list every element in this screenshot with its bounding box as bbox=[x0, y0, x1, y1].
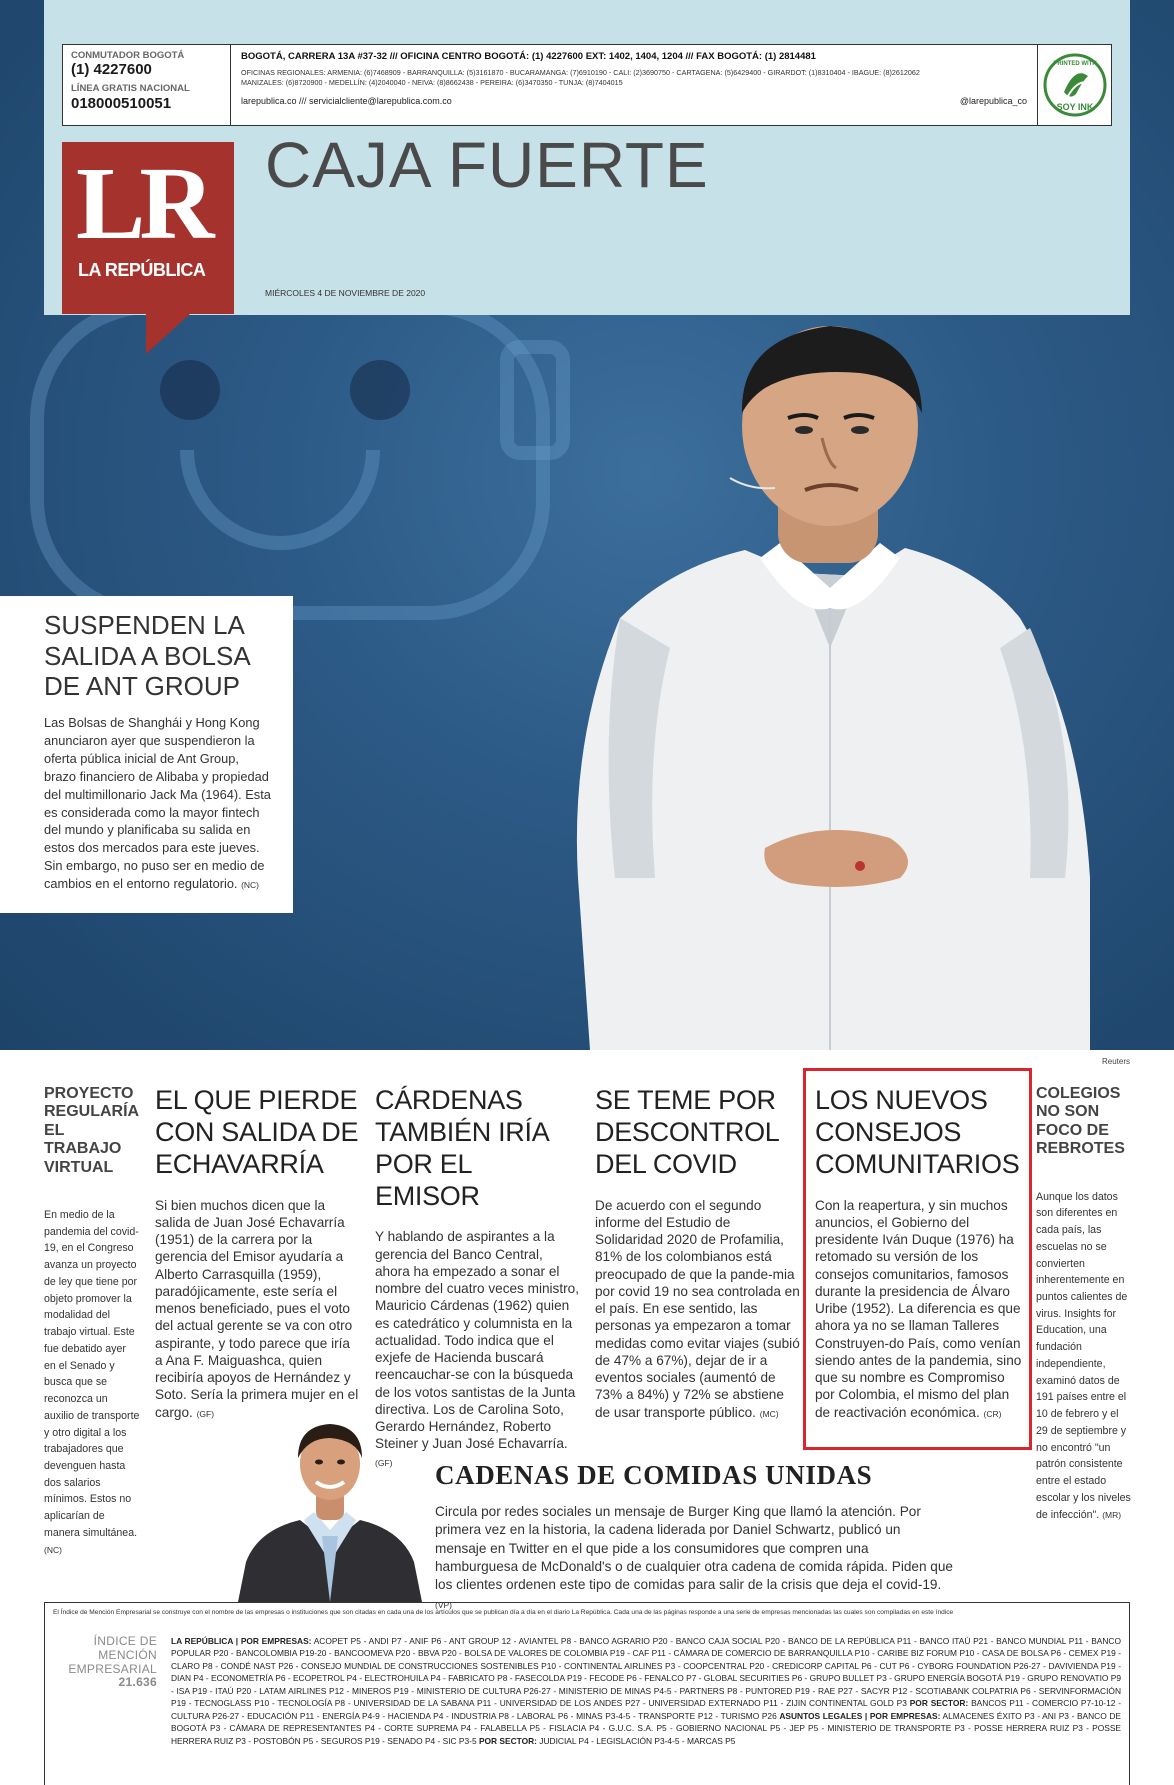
la-republica-logo[interactable] bbox=[62, 142, 234, 314]
column-title: LOS NUEVOS CONSEJOS COMUNITARIOS bbox=[815, 1085, 1020, 1179]
logo-name: LA REPÚBLICA bbox=[78, 260, 206, 280]
index-lr-sector: BANCOS P11 - COMERCIO P7-10-12 - CULTURA P26-27 - EDUCACIÓN P11 - ENERGÍA P4-9 - HACIENDA P4 - INDUSTRIA P8 - LABORAL P6 - MINAS P3-4-5 - TRANSPORTE P12 - TURISMO P26 bbox=[171, 1698, 1122, 1721]
column-title: SE TEME POR DESCONTROL DEL COVID bbox=[595, 1085, 779, 1179]
lead-story bbox=[0, 596, 293, 913]
column-title: PROYECTO REGULARÍA EL TRABAJO VIRTUAL bbox=[44, 1085, 139, 1176]
column-pierde bbox=[155, 1085, 360, 1421]
regional-line-2: MANIZALES: (6)8720900 - MEDELLÍN: (4)2040040 - NEIVA: (8)8662438 - PEREIRA: (6)3470350 - TUNJA: (8)7404015 bbox=[241, 77, 623, 87]
conmutador-number: (1) 4227600 bbox=[71, 61, 152, 79]
regional-offices bbox=[241, 68, 1027, 87]
column-signature: (NC) bbox=[44, 1544, 62, 1555]
contact-phones bbox=[63, 45, 231, 125]
column-signature: (MR) bbox=[1102, 1509, 1122, 1520]
column-signature: (GF) bbox=[196, 1408, 215, 1419]
cadenas-title: CADENAS DE COMIDAS UNIDAS bbox=[435, 1460, 873, 1490]
index-al-sector: JUDICIAL P4 - LEGISLACIÓN P3-4-5 - MARCAS P5 bbox=[539, 1735, 736, 1746]
soy-ink-text: SOY INK bbox=[1056, 102, 1093, 112]
robot-background-eye bbox=[160, 360, 220, 420]
index-al-label: ASUNTOS LEGALES | POR EMPRESAS: bbox=[779, 1710, 941, 1721]
column-signature: (GF) bbox=[375, 1457, 393, 1468]
logo-letters: LR bbox=[76, 146, 209, 261]
column-body-text: De acuerdo con el segundo informe del Estudio de Solidaridad 2020 de Profamilia, 81% de los colombianos está preocupado de que la pande-mia por covid 19 no sea controlada en el país. En ese sentido, las personas ya empezaron a tomar medidas como evitar viajes (subió de 47% a 67%), dejar de ir a eventos sociales (aumentó de 73% a 84%) y 72% se abstiene de usar transporte público. bbox=[595, 1197, 800, 1420]
twitter-handle[interactable]: @larepublica_co bbox=[959, 96, 1027, 107]
cadenas-body bbox=[435, 1503, 955, 1613]
column-title: COLEGIOS NO SON FOCO DE REBROTES bbox=[1036, 1085, 1125, 1158]
column-proyecto bbox=[44, 1085, 140, 1558]
column-signature: (CR) bbox=[983, 1408, 1002, 1419]
lead-title: SUSPENDEN LA SALIDA A BOLSA DE ANT GROUP bbox=[44, 610, 250, 702]
robot-background-eye bbox=[350, 360, 410, 420]
lead-body-text: Las Bolsas de Shanghái y Hong Kong anunciaron ayer que suspendieron la oferta pública inicial de Ant Group, brazo financiero de Alibaba y propiedad del multimillonario Jack Ma (1964). Esta es considerada como la mayor fintech del mundo y planificaba su salida en estos dos mercados para este jueves. Sin embargo, no puso ser en medio de cambios en el entorno regulatorio. bbox=[44, 715, 271, 892]
website-email[interactable]: larepublica.co /// servicialcliente@larepublica.com.co bbox=[241, 96, 452, 107]
index-list bbox=[171, 1635, 1121, 1747]
jack-ma-photo bbox=[560, 318, 1100, 1050]
index-al-sector-label: POR SECTOR: bbox=[478, 1735, 537, 1746]
soy-ink-top-text: PRINTED WITH bbox=[1052, 61, 1097, 67]
index-label-text: ÍNDICE DE MENCIÓN EMPRESARIAL bbox=[68, 1634, 157, 1676]
column-body-text: Con la reapertura, y sin muchos anuncios, el Gobierno del presidente Iván Duque (1976) ha retomado su versión de los consejos comunitarios, famosos durante la presidencia de Álvaro Uribe (1952). La diferencia es que ahora ya no se llaman Talleres Construyen-do País, como venían siendo antes de la pandemia, sino que su nombre es Compromiso por Colombia, el mismo del plan de reactivación económica. bbox=[815, 1197, 1022, 1420]
column-body-text: Si bien muchos dicen que la salida de Juan José Echavarría (1951) de la carrera por la gerencia del Emisor ayudaría a Alberto Carrasquilla (1959), paradójicamente, este sería el menos beneficiado, pues el voto del actual gerente se va con otro aspirante, y todo parece que iría a Ana F. Maiguashca, quien recibiría apoyos de Hernández y Soto. Sería la primera mujer en el cargo. bbox=[155, 1197, 359, 1420]
index-lr-sector-label: POR SECTOR: bbox=[909, 1698, 969, 1709]
column-body-text: Aunque los datos son diferentes en cada país, las escuelas no se convierten inherentemente en puntos calientes de virus. Insights for Education, una fundación independiente, examinó datos de 191 países entre el 10 de febrero y el 29 de septiembre y no encontró "un patrón consistente entre el estado escolar y los niveles de infección". bbox=[1036, 1190, 1131, 1521]
contact-offices bbox=[231, 45, 1037, 125]
column-body bbox=[155, 1197, 360, 1421]
column-title: CÁRDENAS TAMBIÉN IRÍA POR EL EMISOR bbox=[375, 1085, 548, 1211]
contact-box bbox=[62, 44, 1112, 126]
issue-date: MIÉRCOLES 4 DE NOVIEMBRE DE 2020 bbox=[265, 288, 426, 298]
index-number: 21.636 bbox=[118, 1675, 157, 1690]
column-body bbox=[1036, 1189, 1132, 1524]
soy-ink-logo bbox=[1037, 45, 1111, 125]
lead-signature: (NC) bbox=[241, 880, 260, 891]
logo-speech-tail bbox=[146, 314, 190, 354]
lead-body bbox=[44, 714, 273, 893]
section-title: CAJA FUERTE bbox=[265, 129, 709, 201]
column-covid bbox=[595, 1085, 800, 1421]
index-lr-list: ACOPET P5 - ANDI P7 - ANIF P6 - ANT GROUP 12 - AVIANTEL P8 - BANCO AGRARIO P20 - BANCO CAJA SOCIAL P20 - BANCO DE LA REPÚBLICA P11 - BANCO ITAÚ P21 - BANCO MUNDIAL P11 - BANCO POPULAR P20 - BANCOLOMBIA P19-20 - BANCOOMEVA P20 - BBVA P20 - BOLSA DE VALORES DE COLOMBIA P19 - CAF P11 - CÁMARA DE COMERCIO DE BARRANQUILLA P10 - CARIBE BIZ FORUM P10 - CASA DE BOLSA P6 - CEMEX P19 - CLARO P8 - CONDÉ NAST P26 - CONSEJO MUNDIAL DE CONSTRUCCIONES SOSTENIBLES P10 - CONTINENTAL AIRLINES P3 - COOPCENTRAL P20 - CREDICORP CAPITAL P6 - CUT P6 - CYBORG FOUNDATION P26-27 - DAVIVIENDA P19 - DIAN P4 - ECONOMETRÍA P6 - ECOPETROL P4 - ELECTROHUILA P4 - FABRICATO P8 - FASECOLDA P19 - FECODE P6 - FENALCO P7 - GLOBAL SECURITIES P6 - GRUPO BULLET P3 - GRUPO ENERGÍA BOGOTÁ P19 - GRUPO RENOVATIO P9 - ISA P19 - ITAÚ P20 - LATAM AIRLINES P12 - MINEROS P19 - MINISTERIO DE CULTURA P26-27 - MINISTERIO DE MINAS P4-5 - PARTNERS P8 - PUNTORED P19 - RAE P27 - SACYR P12 - SCOTIABANK COLPATRIA P6 - SERVINFORMACIÓN P19 - TECNOGLASS P10 - TECNOLOGÍA P8 - UNIVERSIDAD DE LA SABANA P11 - UNIVERSIDAD DE LOS ANDES P27 - UNIVERSIDAD EXTERNADO P11 - ZIJIN CONTINENTAL GOLD P3 bbox=[171, 1636, 1121, 1709]
linea-number: 018000510051 bbox=[71, 94, 172, 112]
cadenas-body-text: Circula por redes sociales un mensaje de Burger King que llamó la atención. Por primera vez en la historia, la cadena liderada por Daniel Schwartz, publicó un mensaje en Twitter en el que pide a los consumidores que compren una hamburguesa de McDonald's o de cualquier otra cadena de comida rápida. Piden que los clientes ordenen este tipo de comidas para salir de la crisis que deja el covid-19. bbox=[435, 1504, 953, 1593]
regional-line-1: OFICINAS REGIONALES: ARMENIA: (6)7468909 - BARRANQUILLA: (5)3161870 - BUCARAMANGA: (7)6910190 - CALI: (2)3690750 - CARTAGENA: (5)6429400 - GIRARDOT: (1)8310404 - IBAGUE: (8)2612062 bbox=[241, 68, 920, 77]
index-al-list: ALMACENES ÉXITO P3 - ANI P3 - BANCO DE BOGOTÁ P3 - CÁMARA DE REPRESENTANTES P4 - CORTE SUPREMA P4 - FALABELLA P5 - FISLACIA P4 - G.U.C. S.A. P5 - GOBIERNO NACIONAL P5 - JEP P5 - MINISTERIO DE TRANSPORTE P3 - POSSE HERRERA RUIZ P3 - POSSE HERRERA RUIZ P3 - POSTOBÓN P5 - SEGUROS P19 - SENADO P4 - SIC P3-5 bbox=[171, 1710, 1121, 1746]
main-office-line: BOGOTÁ, CARRERA 13A #37-32 /// OFICINA CENTRO BOGOTÁ: (1) 4227600 EXT: 1402, 1404, 1204 /// FAX BOGOTÁ: (1) 2814481 bbox=[241, 51, 816, 62]
cadenas-signature: (VP) bbox=[435, 1599, 452, 1610]
photo-credit: Reuters bbox=[1101, 1057, 1130, 1066]
column-consejos bbox=[815, 1085, 1023, 1421]
mention-index bbox=[44, 1599, 1130, 1785]
column-signature: (MC) bbox=[759, 1408, 779, 1419]
column-title: EL QUE PIERDE CON SALIDA DE ECHAVARRÍA bbox=[155, 1085, 359, 1179]
index-lr-label: LA REPÚBLICA | POR EMPRESAS: bbox=[171, 1636, 312, 1646]
column-colegios bbox=[1036, 1085, 1132, 1523]
linea-label: LÍNEA GRATIS NACIONAL bbox=[71, 83, 190, 95]
index-label bbox=[53, 1635, 157, 1690]
conmutador-label: CONMUTADOR BOGOTÁ bbox=[71, 50, 185, 61]
column-body-text: En medio de la pandemia del covid-19, en el Congreso avanza un proyecto de ley que tiene por objeto promover la modalidad del trabajo virtual. Este fue debatido ayer en el Senado y busca que se reconozca un auxilio de transporte y otro digital a los trabajadores que devenguen hasta dos salarios mínimos. Estos no aplicarían de manera simultánea. bbox=[44, 1208, 140, 1539]
column-body-text: Y hablando de aspirantes a la gerencia del Banco Central, ahora ha empezado a sonar el nombre del cuatro veces ministro, Mauricio Cárdenas (1962) quien es catedrático y columnista en la actualidad. Todo indica que el exjefe de Hacienda buscará reencauchar-se con la búsqueda de los votos santistas de la Junta directiva. Los de Carolina Soto, Gerardo Hernández, Roberto Steiner y Juan José Echavarría. bbox=[375, 1229, 579, 1452]
column-body bbox=[44, 1207, 140, 1558]
column-body bbox=[815, 1197, 1023, 1421]
index-note: El Índice de Mención Empresarial se construye con el nombre de las empresas o instituciones que son citadas en cada una de los artículos que se publican día a día en el diario La República. Cada una de las páginas responde a una serie de empresas mencionadas las cuales son compiladas en este índice bbox=[53, 1609, 954, 1616]
daniel-schwartz-photo bbox=[238, 1412, 422, 1602]
column-body bbox=[595, 1197, 800, 1421]
soy-ink-icon bbox=[1042, 52, 1108, 118]
